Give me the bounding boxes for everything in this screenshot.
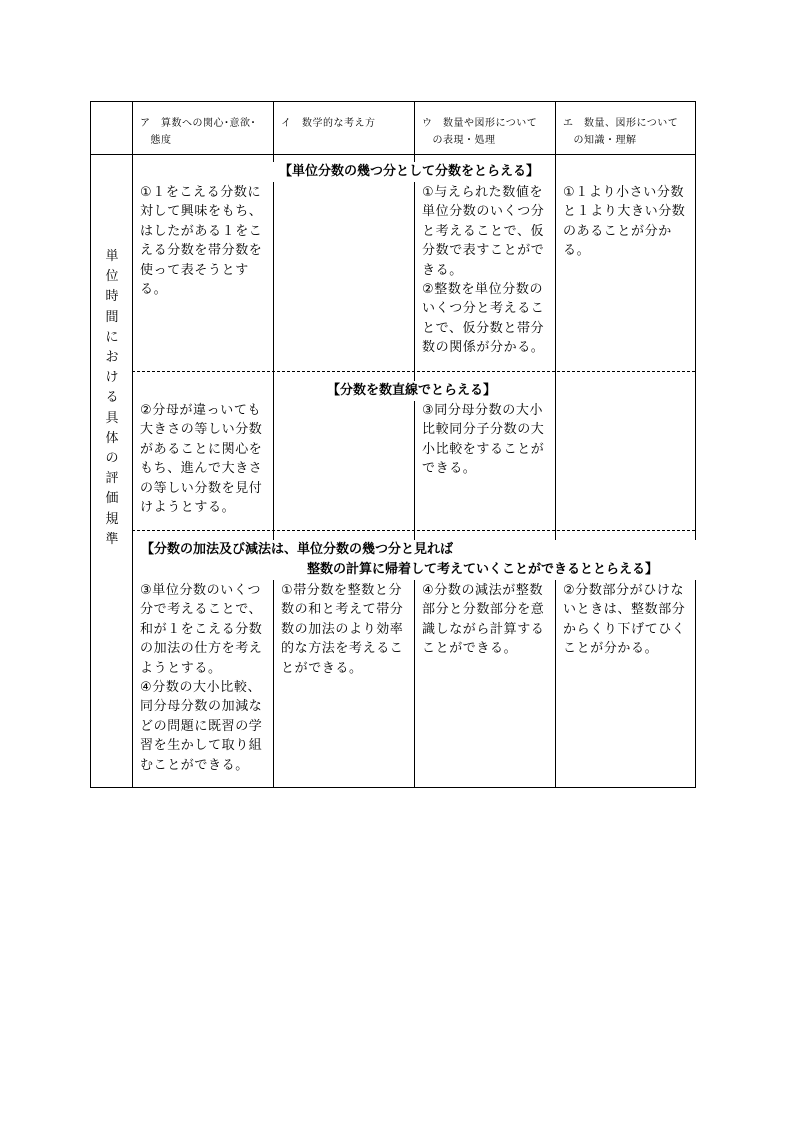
column-divider — [414, 102, 415, 154]
cell-d1: ①１より小さい分数 と１より大きい分数 のあることが分か る。 — [563, 185, 686, 259]
header-col-c: ウ 数量や図形について の表現・処理 — [422, 118, 538, 146]
cell-b3: ①帯分数を整数と分 数の和と考えて帯分 数の加法のより効率 的な方法を考えるこ とができる。 — [281, 583, 404, 676]
header-col-a: ア 算数への関心･意欲･ 態度 — [140, 118, 256, 146]
cell-a1: ①１をこえる分数に 対して興味をもち、 はしたがある１をこ える分数を帯分数を 使って表そうとす る。 — [140, 185, 263, 298]
column-divider — [414, 154, 415, 787]
header-divider — [91, 154, 695, 155]
section-title: 【分数を数直線でとらえる】 — [327, 383, 497, 398]
evaluation-table — [90, 101, 696, 788]
column-divider — [555, 102, 556, 154]
cell-c3: ④分数の減法が整数 部分と分数部分を意 識しながら計算する ことができる。 — [422, 583, 545, 657]
section-title: 【単位分数の幾つ分として分数をとらえる】 — [279, 164, 540, 179]
header-col-b: イ 数学的な考え方 — [281, 118, 376, 129]
header-col-d: エ 数量、図形について の知識・理解 — [563, 118, 679, 146]
cell-d3: ②分数部分がひけな いときは、整数部分 からくり下げてひく ことが分かる。 — [563, 583, 686, 657]
cell-a2: ②分母が違っいても 大きさの等しい分数 があることに関心を もち、進んで大きさ の等しい分数を見付 けようとする。 — [140, 403, 263, 516]
column-divider — [555, 154, 556, 787]
cell-a3: ③単位分数のいくつ 分で考えることで、 和が１をこえる分数 の加法の仕方を考え ようとする。 ④分数の大小比較、 同分母分数の加減な どの問題に既習の学 習を生かして取り組 むことができる。 — [140, 583, 263, 773]
section-title: 整数の計算に帰着して考えていくことができるととらえる】 — [307, 562, 659, 577]
column-divider — [273, 102, 274, 154]
section-divider — [132, 530, 695, 531]
cell-c1: ①与えられた数値を 単位分数のいくつ分 と考えることで、仮 分数で表すことがで きる。 ②整数を単位分数の いくつ分と考えるこ とで、仮分数と帯分 数の関係が分かる。 — [422, 185, 545, 356]
column-divider — [132, 102, 133, 787]
side-label: 単 位 時 間 に お け る 具 体 の 評 価 規 準 — [105, 249, 119, 547]
column-divider — [273, 154, 274, 787]
section-divider — [132, 371, 695, 372]
section-title: 【分数の加法及び減法は、単位分数の幾つ分と見れば — [141, 542, 454, 557]
cell-c2: ③同分母分数の大小 比較同分子分数の大 小比較をすることが できる。 — [422, 403, 545, 477]
